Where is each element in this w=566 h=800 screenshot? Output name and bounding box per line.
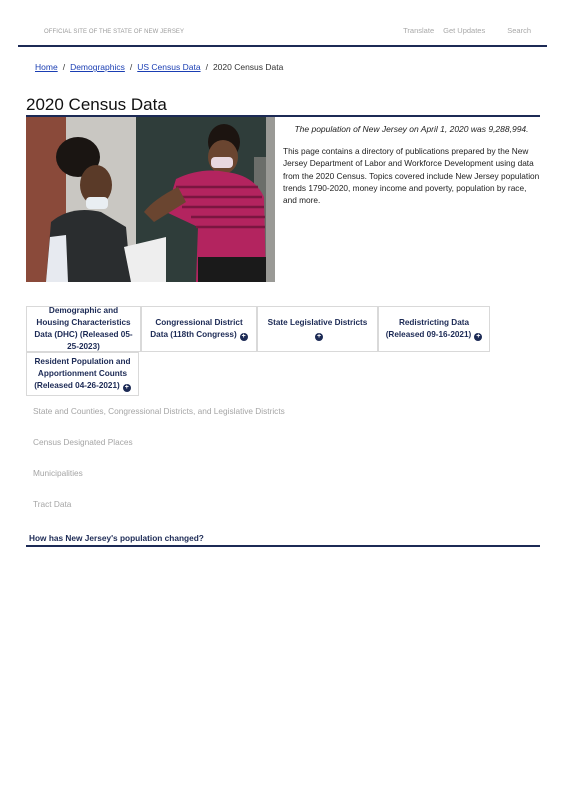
plus-circle-icon: + xyxy=(316,333,322,340)
breadcrumb-us-census-data[interactable]: US Census Data xyxy=(137,62,201,72)
page-title: 2020 Census Data xyxy=(26,95,167,114)
link-tract-data[interactable]: Tract Data xyxy=(33,499,72,509)
card-label: Resident Population and Apportionment Counts (Released 04-26-2021) xyxy=(34,357,131,390)
breadcrumb-current: 2020 Census Data xyxy=(212,62,284,72)
population-quote: The population of New Jersey on April 1, 2020 was 9,288,994. xyxy=(294,124,529,134)
card-label: State Legislative Districts xyxy=(267,318,368,327)
breadcrumb-demographics[interactable]: Demographics xyxy=(70,62,125,72)
intro-description: This page contains a directory of publications prepared by the New Jersey Department of Labor and Workforce Development using data from the 2020 Census. Topics covered include New Jersey population trends 1790-2020, money income and poverty, population by race, and more. xyxy=(283,146,540,206)
top-bar xyxy=(18,0,547,47)
link-municipalities[interactable]: Municipalities xyxy=(33,468,83,478)
card-label: Congressional District Data (118th Congress) xyxy=(150,318,243,339)
plus-circle-icon: + xyxy=(241,333,246,340)
card-dhc-data[interactable] xyxy=(26,306,141,352)
breadcrumb-separator: / xyxy=(129,62,133,72)
plus-circle-icon: + xyxy=(476,333,481,340)
breadcrumb-separator: / xyxy=(62,62,66,72)
card-label: Demographic and Housing Characteristics Data (DHC) (Released 05-25-2023) xyxy=(34,306,133,351)
top-links xyxy=(403,26,531,35)
card-resident-population[interactable] xyxy=(26,352,139,396)
card-congressional-district-data[interactable] xyxy=(141,306,257,352)
breadcrumb-home[interactable]: Home xyxy=(35,62,58,72)
breadcrumb xyxy=(35,62,283,72)
search-link[interactable]: Search xyxy=(507,26,531,35)
card-label: Redistricting Data (Released 09-16-2021) xyxy=(385,318,472,339)
link-census-designated-places[interactable]: Census Designated Places xyxy=(33,437,133,447)
translate-link[interactable]: Translate xyxy=(403,26,435,35)
accordion-population-change[interactable]: How has New Jersey's population changed? xyxy=(29,533,204,543)
hero-photo-illustration xyxy=(26,117,275,282)
link-state-counties-districts[interactable]: State and Counties, Congressional Districts, and Legislative Districts xyxy=(33,406,285,416)
card-redistricting-data[interactable] xyxy=(378,306,490,352)
hero-photo xyxy=(26,117,275,282)
breadcrumb-separator: / xyxy=(205,62,208,72)
card-state-legislative-districts[interactable] xyxy=(257,306,378,352)
official-site-text: OFFICIAL SITE OF THE STATE OF NEW JERSEY xyxy=(44,29,185,35)
accordion-divider xyxy=(26,545,540,547)
get-updates-link[interactable]: Get Updates xyxy=(443,26,486,35)
plus-circle-icon: + xyxy=(124,384,129,391)
